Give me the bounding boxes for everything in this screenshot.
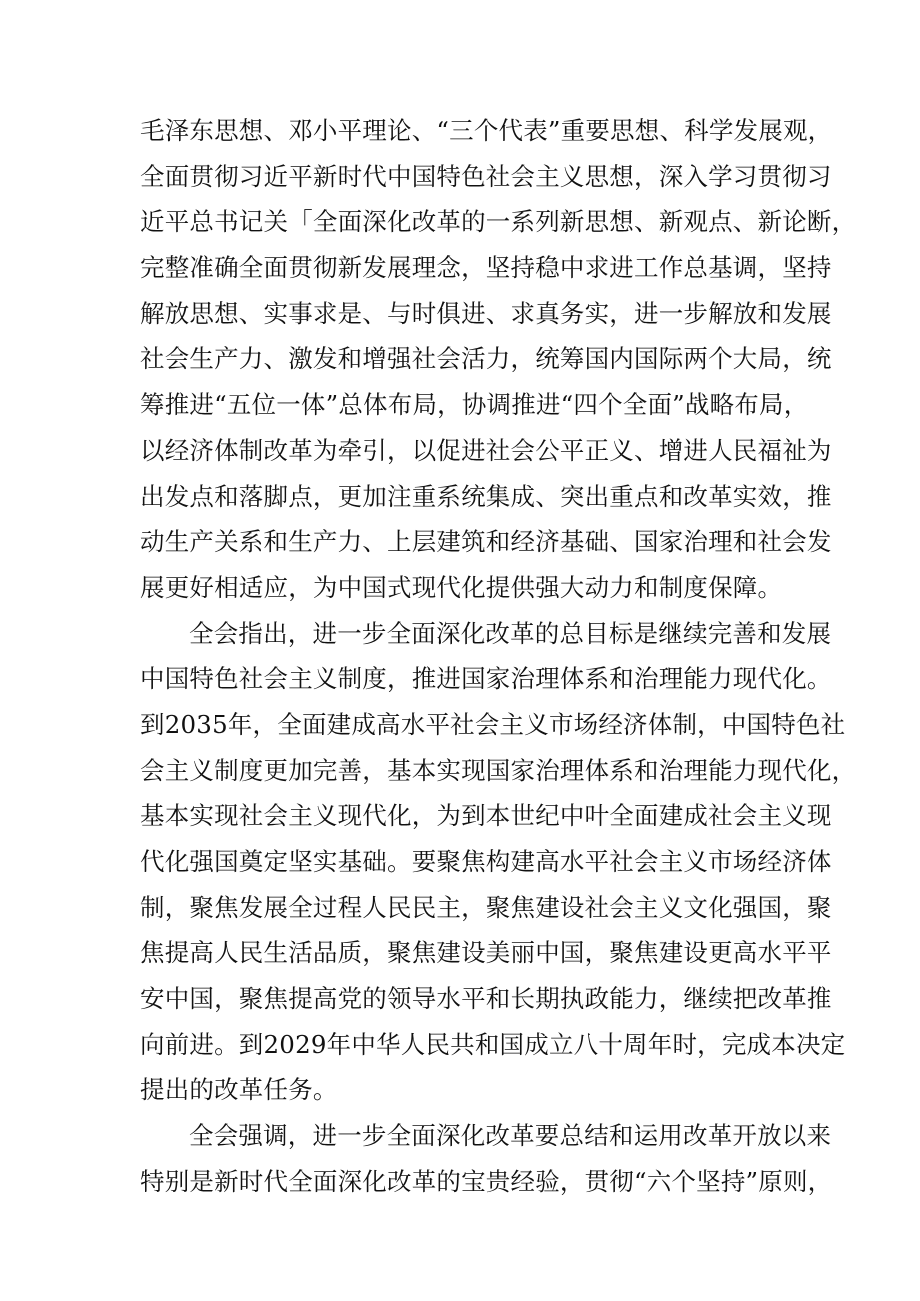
paragraph-line: 制，聚焦发展全过程人民民主，聚焦建设社会主义文化强国，聚 <box>140 892 832 922</box>
paragraph-1 <box>140 108 857 611</box>
paragraph-line: 焦提高人民生活品质，聚焦建设美丽中国，聚焦建设更高水平平 <box>140 938 832 968</box>
paragraph-line: 特别是新时代全面深化改革的宝贵经验，贯彻“六个坚持”原则， <box>140 1166 833 1196</box>
paragraph-3 <box>140 1113 833 1204</box>
document-body <box>140 108 857 1205</box>
paragraph-line: 出发点和落脚点，更加注重系统集成、突出重点和改革实效，推 <box>140 481 832 511</box>
paragraph-line: 提出的改革任务。 <box>140 1075 338 1105</box>
paragraph-line: 安中国，聚焦提高党的领导水平和长期执政能力，继续把改革推 <box>140 984 832 1014</box>
paragraph-line: 社会生产力、激发和增强社会活力，统筹国内国际两个大局，统 <box>140 344 832 374</box>
paragraph-line: 全会强调，进一步全面深化改革要总结和运用改革开放以来 <box>189 1121 832 1151</box>
paragraph-line: 展更好相适应，为中国式现代化提供强大动力和制度保障。 <box>140 572 783 602</box>
paragraph-line: 全会指出，进一步全面深化改革的总目标是继续完善和发展 <box>189 618 832 648</box>
paragraph-line: 动生产关系和生产力、上层建筑和经济基础、国家治理和社会发 <box>140 527 832 557</box>
paragraph-line: 中国特色社会主义制度，推进国家治理体系和治理能力现代化。 <box>140 664 832 694</box>
paragraph-line: 解放思想、实事求是、与时俱进、求真务实，进一步解放和发展 <box>140 298 832 328</box>
paragraph-line: 基本实现社会主义现代化，为到本世纪中叶全面建成社会主义现 <box>140 801 832 831</box>
paragraph-line: 完整准确全面贯彻新发展理念，坚持稳中求进工作总基调，坚持 <box>140 253 832 283</box>
paragraph-line: 全面贯彻习近平新时代中国特色社会主义思想，深入学习贯彻习 <box>140 161 832 191</box>
paragraph-line: 毛泽东思想、邓小平理论、“三个代表”重要思想、科学发展观， <box>140 116 833 145</box>
paragraph-line: 到2035年，全面建成高水平社会主义市场经济体制，中国特色社 <box>140 709 846 739</box>
paragraph-line: 代化强国奠定坚实基础。要聚焦构建高水平社会主义市场经济体 <box>140 847 832 876</box>
paragraph-line: 近平总书记关「全面深化改革的一系列新思想、新观点、新论断， <box>140 207 857 237</box>
paragraph-2 <box>140 611 857 1114</box>
paragraph-line: 会主义制度更加完善，基本实现国家治理体系和治理能力现代化， <box>140 755 857 785</box>
paragraph-line: 筹推进“五位一体”总体布局，协调推进“四个全面”战略布局， <box>140 390 809 420</box>
paragraph-line: 以经济体制改革为牵引，以促进社会公平正义、增进人民福祉为 <box>140 435 832 465</box>
paragraph-line: 向前进。到2029年中华人民共和国成立八十周年时，完成本决定 <box>140 1029 846 1059</box>
